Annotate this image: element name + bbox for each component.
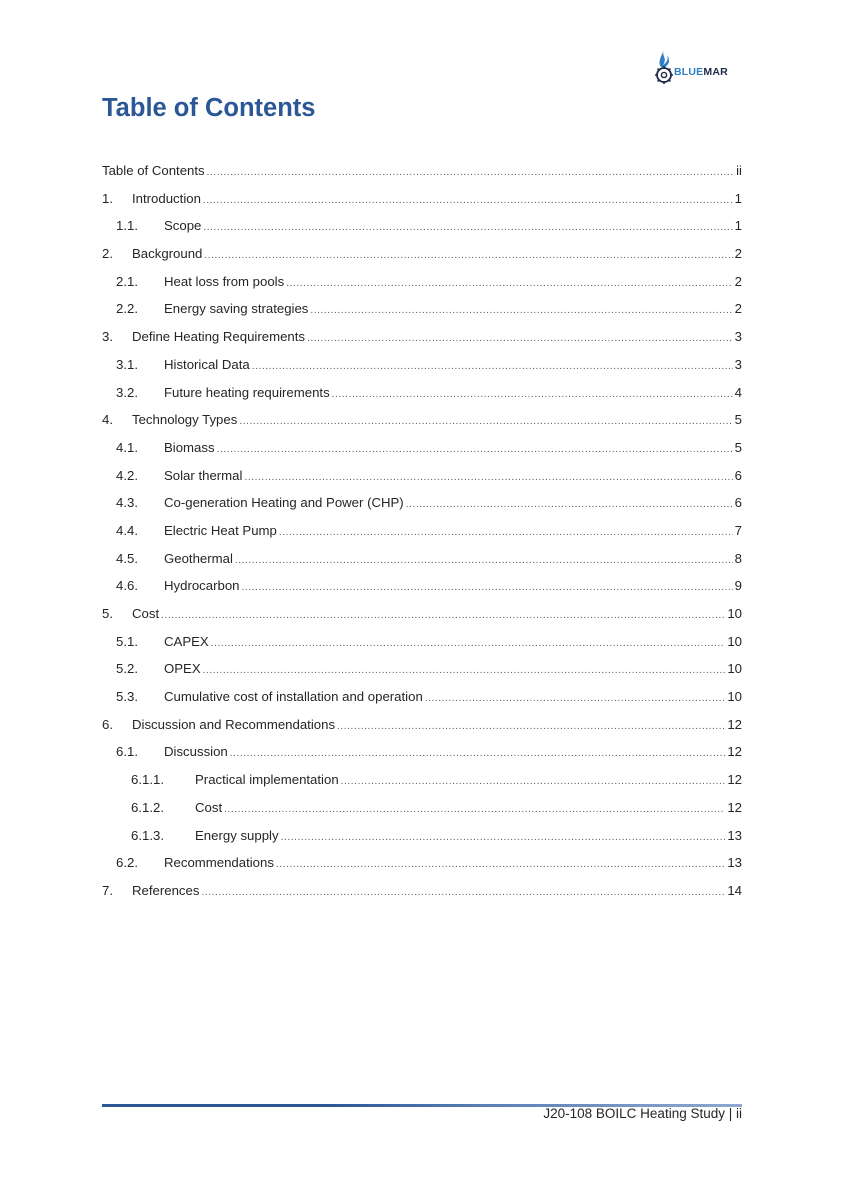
toc-entry[interactable] (102, 744, 742, 772)
toc-dot-leader (310, 305, 732, 316)
toc-entry-page: 3 (734, 329, 742, 345)
toc-entry-number: 4.6. (116, 578, 138, 594)
toc-entry-page: 10 (727, 661, 742, 677)
toc-entry-number: 2. (102, 246, 113, 262)
toc-entry-page: 10 (727, 633, 742, 649)
toc-entry-page: 1 (734, 190, 742, 206)
toc-entry[interactable] (102, 412, 742, 440)
logo-wordmark: BLUEMAR (674, 66, 728, 78)
toc-entry-label: Cost (195, 799, 223, 815)
toc-entry-number: 4.1. (116, 439, 138, 455)
toc-dot-leader (276, 859, 725, 870)
toc-entry-page: 12 (727, 744, 742, 760)
toc-dot-leader (235, 555, 733, 566)
toc-dot-leader (242, 582, 733, 593)
toc-entry-page: 14 (727, 882, 742, 898)
toc-entry[interactable] (102, 218, 742, 246)
toc-entry-page: ii (736, 163, 742, 178)
toc-entry-number: 4.3. (116, 495, 138, 511)
toc-entry-number: 4. (102, 412, 113, 428)
toc-entry-page: 6 (734, 495, 742, 511)
toc-dot-leader (230, 748, 726, 759)
toc-entry-label: Historical Data (164, 356, 250, 372)
toc-entry-number: 5.3. (116, 689, 138, 705)
toc-entry-number: 4.4. (116, 522, 138, 538)
toc-entry-page: 3 (734, 356, 742, 372)
toc-dot-leader (425, 693, 726, 704)
toc-entry-label: Define Heating Requirements (132, 329, 305, 345)
toc-dot-leader (211, 638, 726, 649)
toc-entry-page: 10 (727, 606, 742, 621)
toc-entry[interactable] (102, 634, 742, 662)
toc-entry[interactable] (102, 274, 742, 302)
toc-entry-number: 1. (102, 190, 113, 206)
toc-dot-leader (279, 527, 733, 538)
toc-entry-number: 3.2. (116, 384, 138, 400)
toc-entry-number: 7. (102, 882, 113, 898)
toc-entry-number: 2.2. (116, 301, 138, 317)
toc-entry-page: 2 (734, 246, 742, 262)
toc-entry-page: 9 (734, 578, 742, 594)
toc-entry-page: 4 (734, 384, 742, 400)
toc-entry-page: 13 (727, 855, 742, 871)
toc-entry-number: 6.1. (116, 744, 138, 760)
toc-entry-number: 6.1.3. (131, 827, 164, 843)
toc-entry-label: Practical implementation (195, 772, 339, 788)
toc-dot-leader (224, 804, 725, 815)
toc-entry-page: 1 (734, 218, 742, 234)
toc-dot-leader (307, 333, 733, 344)
toc-entry[interactable] (102, 523, 742, 551)
toc-entry-page: 2 (734, 301, 742, 317)
toc-entry-page: 12 (727, 716, 742, 732)
toc-entry[interactable] (102, 661, 742, 689)
toc-entry-label: Co-generation Heating and Power (CHP) (164, 495, 404, 511)
toc-entry-label: Technology Types (132, 412, 238, 428)
toc-entry[interactable] (102, 828, 742, 856)
toc-entry-page: 13 (727, 827, 742, 843)
toc-dot-leader (203, 195, 733, 206)
toc-dot-leader (207, 167, 734, 178)
toc-entry-label: OPEX (164, 661, 201, 677)
toc-entry-label: Geothermal (164, 550, 233, 566)
toc-entry[interactable] (102, 357, 742, 385)
company-logo (653, 48, 743, 88)
toc-entry[interactable] (102, 329, 742, 357)
toc-dot-leader (252, 361, 733, 372)
toc-entry-label: Recommendations (164, 855, 274, 871)
toc-entry-number: 5.2. (116, 661, 138, 677)
toc-entry-number: 1.1. (116, 218, 138, 234)
toc-entry-page: 12 (727, 772, 742, 788)
toc-entry-number: 4.5. (116, 550, 138, 566)
toc-entry-number: 4.2. (116, 467, 138, 483)
toc-entry-label: Scope (164, 218, 202, 234)
toc-entry-number: 5. (102, 606, 113, 621)
toc-entry-label: Energy supply (195, 827, 279, 843)
toc-entry-label: Cumulative cost of installation and operation (164, 689, 423, 705)
toc-entry[interactable] (102, 163, 742, 191)
toc-entry-label: Discussion (164, 744, 228, 760)
toc-entry-label: Solar thermal (164, 467, 243, 483)
toc-entry[interactable] (102, 551, 742, 579)
toc-entry[interactable] (102, 246, 742, 274)
toc-entry[interactable] (102, 495, 742, 523)
toc-entry-label: Future heating requirements (164, 384, 330, 400)
toc-entry[interactable] (102, 606, 742, 634)
toc-entry-label: Discussion and Recommendations (132, 716, 336, 732)
toc-dot-leader (244, 472, 732, 483)
toc-dot-leader (239, 416, 732, 427)
toc-entry-label: CAPEX (164, 633, 209, 649)
toc-entry[interactable] (102, 772, 742, 800)
toc-dot-leader (161, 610, 725, 621)
toc-entry-number: 6.1.1. (131, 772, 164, 788)
toc-entry-number: 6.2. (116, 855, 138, 871)
toc-entry-page: 7 (734, 522, 742, 538)
toc-entry-label: Energy saving strategies (164, 301, 309, 317)
toc-entry[interactable] (102, 855, 742, 883)
toc-entry[interactable] (102, 440, 742, 468)
toc-entry-label: References (132, 882, 200, 898)
toc-entry-page: 5 (734, 439, 742, 455)
toc-dot-leader (203, 665, 726, 676)
toc-entry[interactable] (102, 800, 742, 828)
toc-entry[interactable] (102, 689, 742, 717)
toc-entry-label: Cost (132, 606, 160, 621)
toc-entry-number: 2.1. (116, 273, 138, 289)
toc-entry[interactable] (102, 578, 742, 606)
toc-entry[interactable] (102, 191, 742, 219)
page-title: Table of Contents (102, 94, 316, 122)
toc-dot-leader (406, 499, 733, 510)
toc-entry-label: Background (132, 246, 203, 262)
toc-entry-page: 5 (734, 412, 742, 428)
toc-dot-leader (286, 278, 732, 289)
table-of-contents (102, 163, 742, 911)
toc-entry[interactable] (102, 717, 742, 745)
toc-entry[interactable] (102, 301, 742, 329)
toc-entry[interactable] (102, 883, 742, 911)
toc-entry-page: 10 (727, 689, 742, 705)
toc-entry-number: 6.1.2. (131, 799, 164, 815)
toc-entry-label: Introduction (132, 190, 201, 206)
toc-entry-page: 12 (727, 799, 742, 815)
toc-entry-page: 8 (734, 550, 742, 566)
toc-entry-page: 6 (734, 467, 742, 483)
toc-entry[interactable] (102, 385, 742, 413)
footer-text: J20-108 BOILC Heating Study | ii (543, 1106, 742, 1121)
toc-entry-label: Table of Contents (102, 163, 205, 178)
toc-dot-leader (217, 444, 733, 455)
toc-dot-leader (341, 776, 726, 787)
toc-entry-number: 3.1. (116, 356, 138, 372)
toc-entry-label: Biomass (164, 439, 215, 455)
toc-dot-leader (332, 389, 733, 400)
toc-dot-leader (203, 222, 732, 233)
toc-entry-page: 2 (734, 273, 742, 289)
toc-dot-leader (201, 887, 725, 898)
toc-entry-number: 6. (102, 716, 113, 732)
toc-dot-leader (204, 250, 732, 261)
toc-entry-number: 3. (102, 329, 113, 345)
toc-entry-label: Hydrocarbon (164, 578, 240, 594)
toc-dot-leader (337, 721, 725, 732)
toc-dot-leader (281, 832, 726, 843)
toc-entry-label: Electric Heat Pump (164, 522, 277, 538)
toc-entry-number: 5.1. (116, 633, 138, 649)
flame-gear-icon (653, 48, 675, 88)
toc-entry-label: Heat loss from pools (164, 273, 285, 289)
toc-entry[interactable] (102, 468, 742, 496)
